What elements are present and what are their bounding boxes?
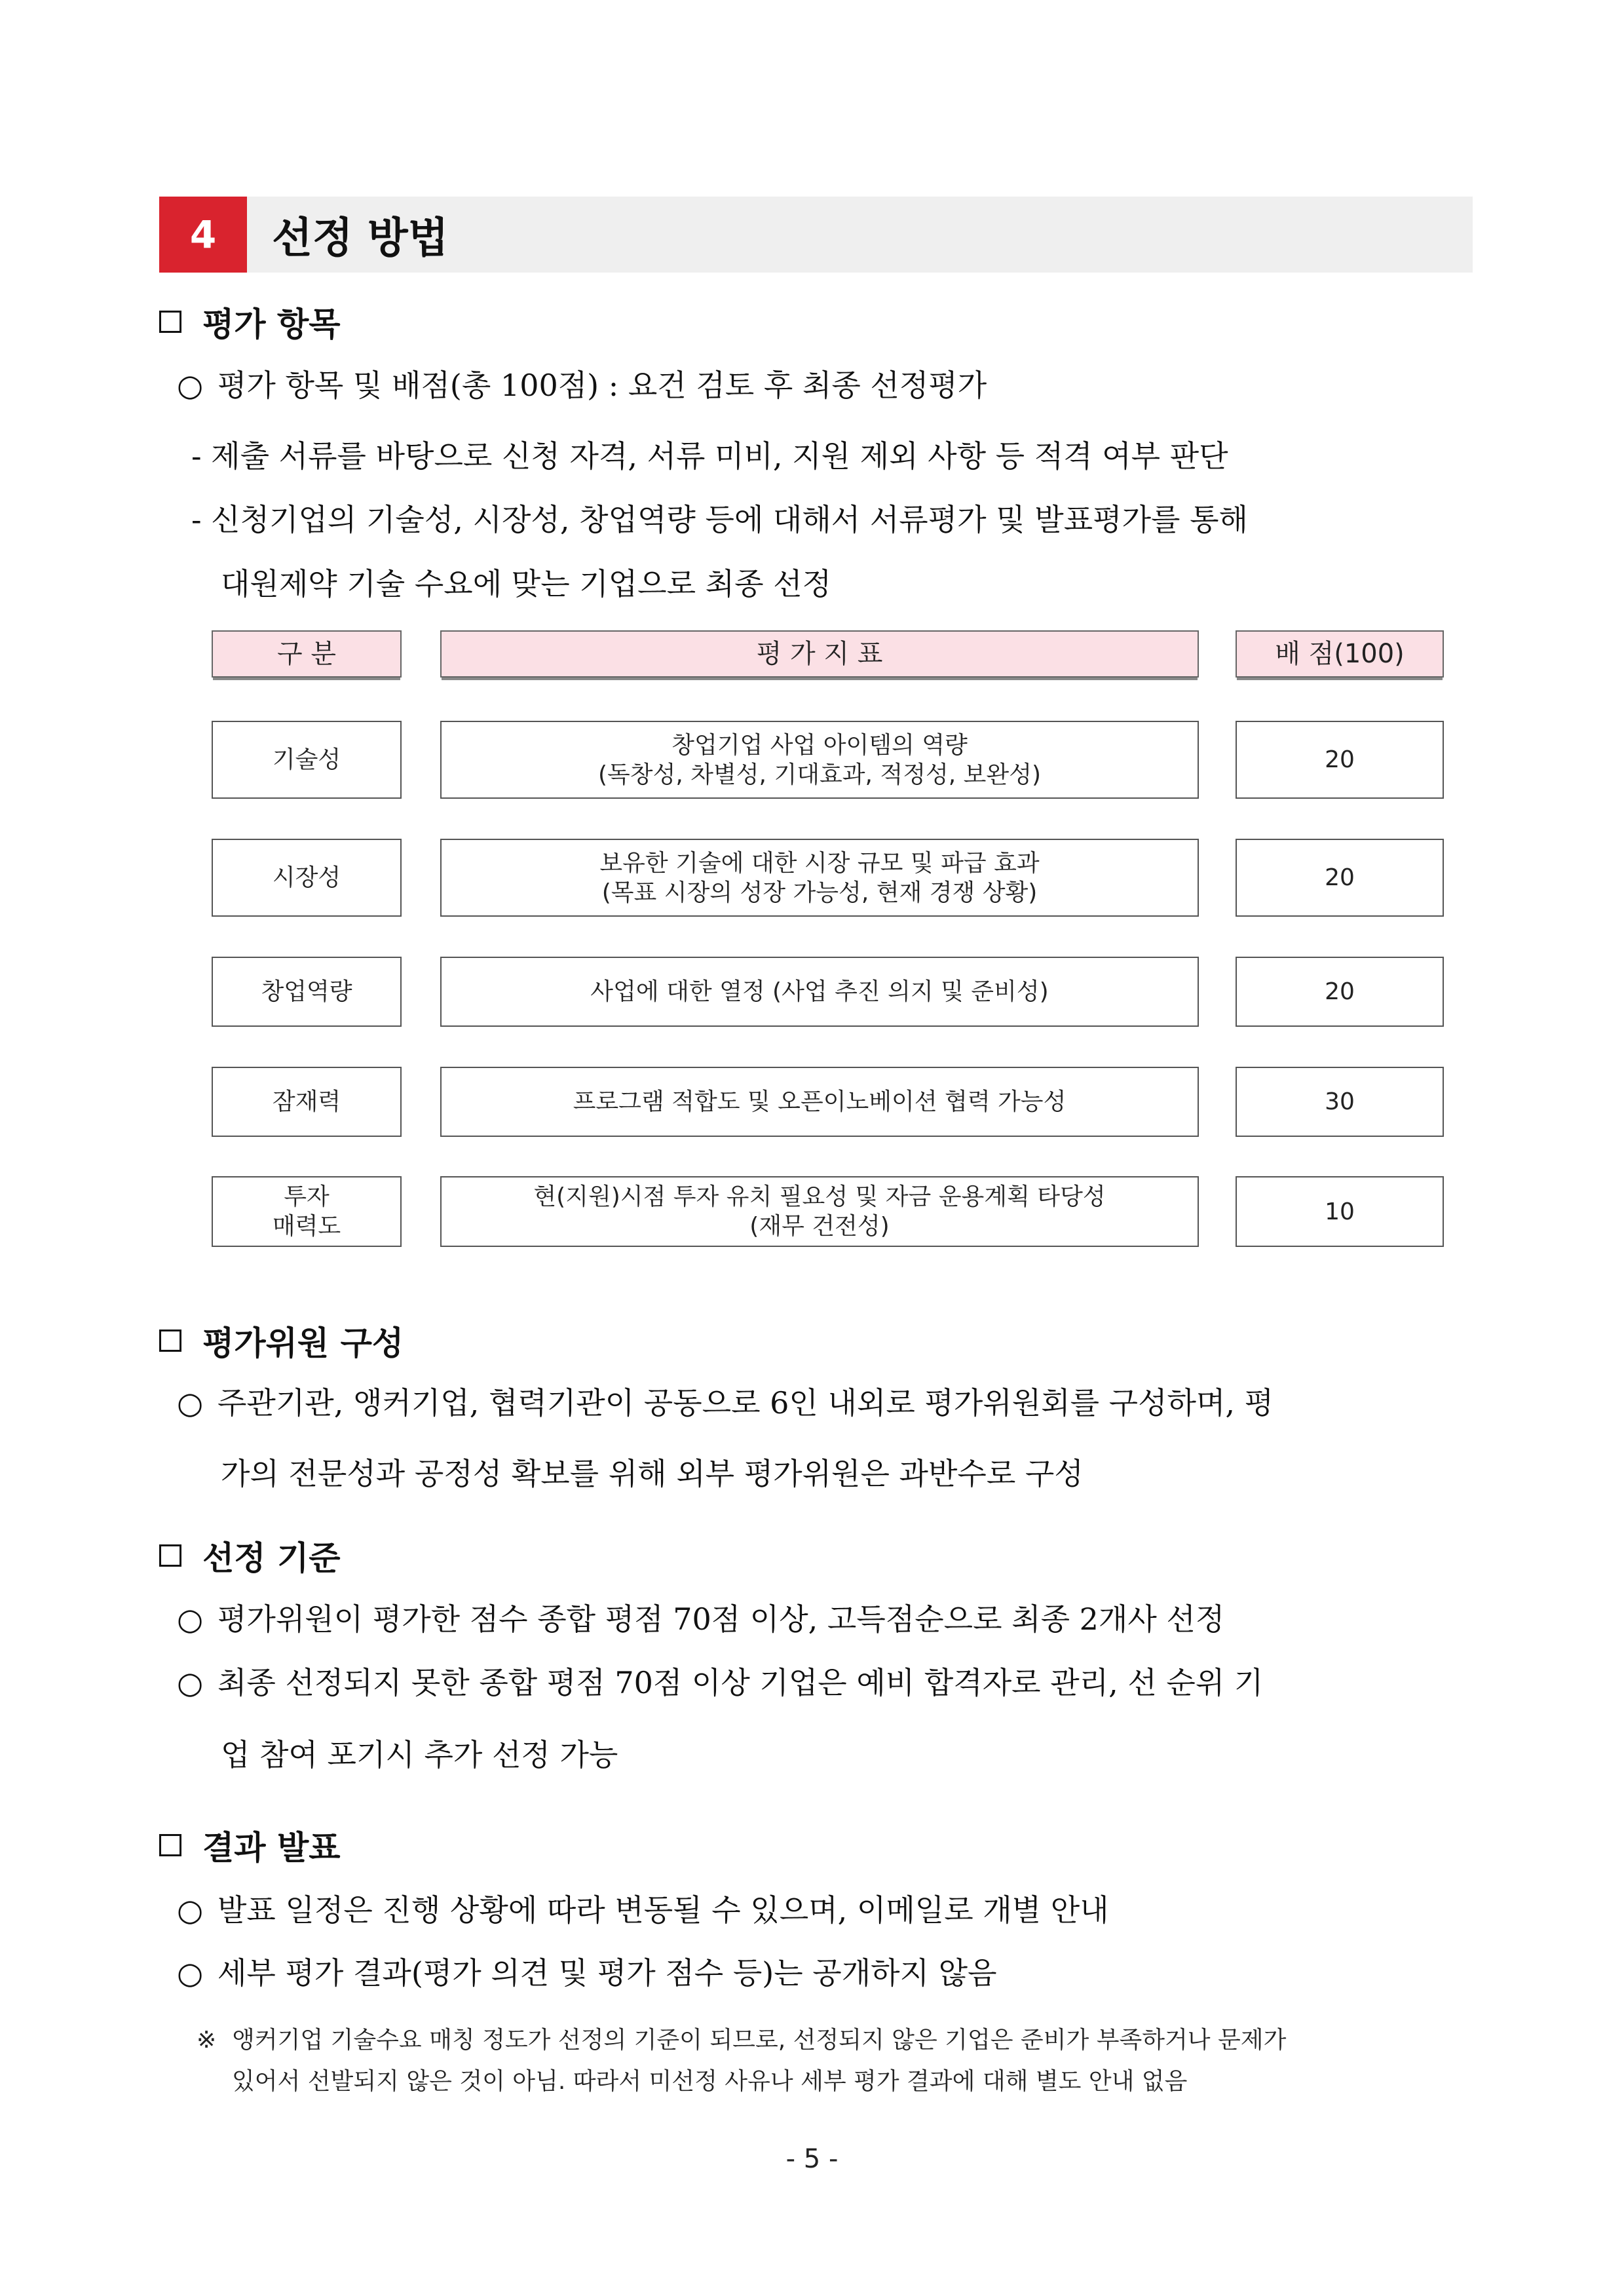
- table-row-1-category: 기술성: [212, 721, 402, 799]
- committee-bullet-line-2: 가의 전문성과 공정성 확보를 위해 외부 평가위원은 과반수로 구성: [221, 1456, 1084, 1491]
- results-note-line-2: 있어서 선발되지 않은 것이 아님. 따라서 미선정 사유나 세부 평가 결과에 대해 별도 안내 없음: [232, 2068, 1188, 2095]
- circle-bullet-icon: ○: [177, 368, 204, 403]
- table-row-3-category: 창업역량: [212, 957, 402, 1027]
- page-number: - 5 -: [785, 2144, 839, 2174]
- table-row-1-score: 20: [1236, 721, 1444, 799]
- results-bullet-1: ○ 발표 일정은 진행 상황에 따라 변동될 수 있으며, 이메일로 개별 안내: [177, 1892, 1109, 1928]
- committee-bullet-line-1: ○ 주관기관, 앵커기업, 협력기관이 공동으로 6인 내외로 평가위원회를 구성하며, 평: [177, 1385, 1274, 1421]
- eval-items-dash-2-line-1: - 신청기업의 기술성, 시장성, 창업역량 등에 대해서 서류평가 및 발표평가를 통해: [191, 502, 1248, 537]
- section-title: 선정 방법: [272, 214, 449, 263]
- criteria-bullet-2-line-1: ○ 최종 선정되지 못한 종합 평점 70점 이상 기업은 예비 합격자로 관리, 선 순위 기: [177, 1665, 1264, 1700]
- eval-items-dash-1: - 제출 서류를 바탕으로 신청 자격, 서류 미비, 지원 제외 사항 등 적격 여부 판단: [191, 438, 1228, 474]
- results-note-line-1: ※ 앵커기업 기술수요 매칭 정도가 선정의 기준이 되므로, 선정되지 않은 기업은 준비가 부족하거나 문제가: [197, 2027, 1287, 2054]
- table-row-2-category: 시장성: [212, 839, 402, 917]
- results-bullet-2: ○ 세부 평가 결과(평가 의견 및 평가 점수 등)는 공개하지 않음: [177, 1955, 997, 1991]
- criteria-bullet-2-line-2: 업 참여 포기시 추가 선정 가능: [221, 1737, 618, 1772]
- circle-bullet-icon: ○: [177, 1601, 204, 1637]
- results-heading: 결과 발표: [159, 1822, 341, 1869]
- table-header-category: 구 분: [212, 630, 402, 678]
- table-header-score: 배 점(100): [1236, 630, 1444, 678]
- table-row-2-score: 20: [1236, 839, 1444, 917]
- checkbox-square-icon: [159, 311, 181, 333]
- table-row-1-indicator: 창업기업 사업 아이템의 역량 (독창성, 차별성, 기대효과, 적정성, 보완성): [440, 721, 1199, 799]
- section-number: 4: [159, 197, 247, 273]
- checkbox-square-icon: [159, 1834, 181, 1856]
- eval-items-heading: [159, 298, 341, 345]
- criteria-heading: 선정 기준: [159, 1532, 341, 1579]
- note-mark-icon: ※: [197, 2027, 217, 2054]
- table-row-5-indicator: 현(지원)시점 투자 유치 필요성 및 자금 운용계획 타당성 (재무 건전성): [440, 1176, 1199, 1247]
- table-row-5-score: 10: [1236, 1176, 1444, 1247]
- eval-items-bullet: ○ 평가 항목 및 배점(총 100점) : 요건 검토 후 최종 선정평가: [177, 368, 987, 403]
- circle-bullet-icon: ○: [177, 1892, 204, 1928]
- committee-heading: 평가위원 구성: [159, 1317, 404, 1364]
- circle-bullet-icon: ○: [177, 1665, 204, 1700]
- table-row-4-score: 30: [1236, 1067, 1444, 1137]
- criteria-bullet-1: ○ 평가위원이 평가한 점수 종합 평점 70점 이상, 고득점순으로 최종 2개사 선정: [177, 1601, 1225, 1637]
- checkbox-square-icon: [159, 1330, 181, 1352]
- table-row-4-category: 잠재력: [212, 1067, 402, 1137]
- eval-items-dash-2-line-2: 대원제약 기술 수요에 맞는 기업으로 최종 선정: [221, 566, 832, 602]
- checkbox-square-icon: [159, 1544, 181, 1567]
- table-row-4-indicator: 프로그램 적합도 및 오픈이노베이션 협력 가능성: [440, 1067, 1199, 1137]
- table-row-3-score: 20: [1236, 957, 1444, 1027]
- table-header-indicator: 평 가 지 표: [440, 630, 1199, 678]
- table-row-2-indicator: 보유한 기술에 대한 시장 규모 및 파급 효과 (목표 시장의 성장 가능성, 현재 경쟁 상황): [440, 839, 1199, 917]
- table-row-5-category: 투자 매력도: [212, 1176, 402, 1247]
- section-header: [159, 197, 1473, 273]
- table-row-3-indicator: 사업에 대한 열정 (사업 추진 의지 및 준비성): [440, 957, 1199, 1027]
- circle-bullet-icon: ○: [177, 1385, 204, 1421]
- eval-items-heading-text: 평가 항목: [202, 305, 341, 343]
- circle-bullet-icon: ○: [177, 1955, 204, 1991]
